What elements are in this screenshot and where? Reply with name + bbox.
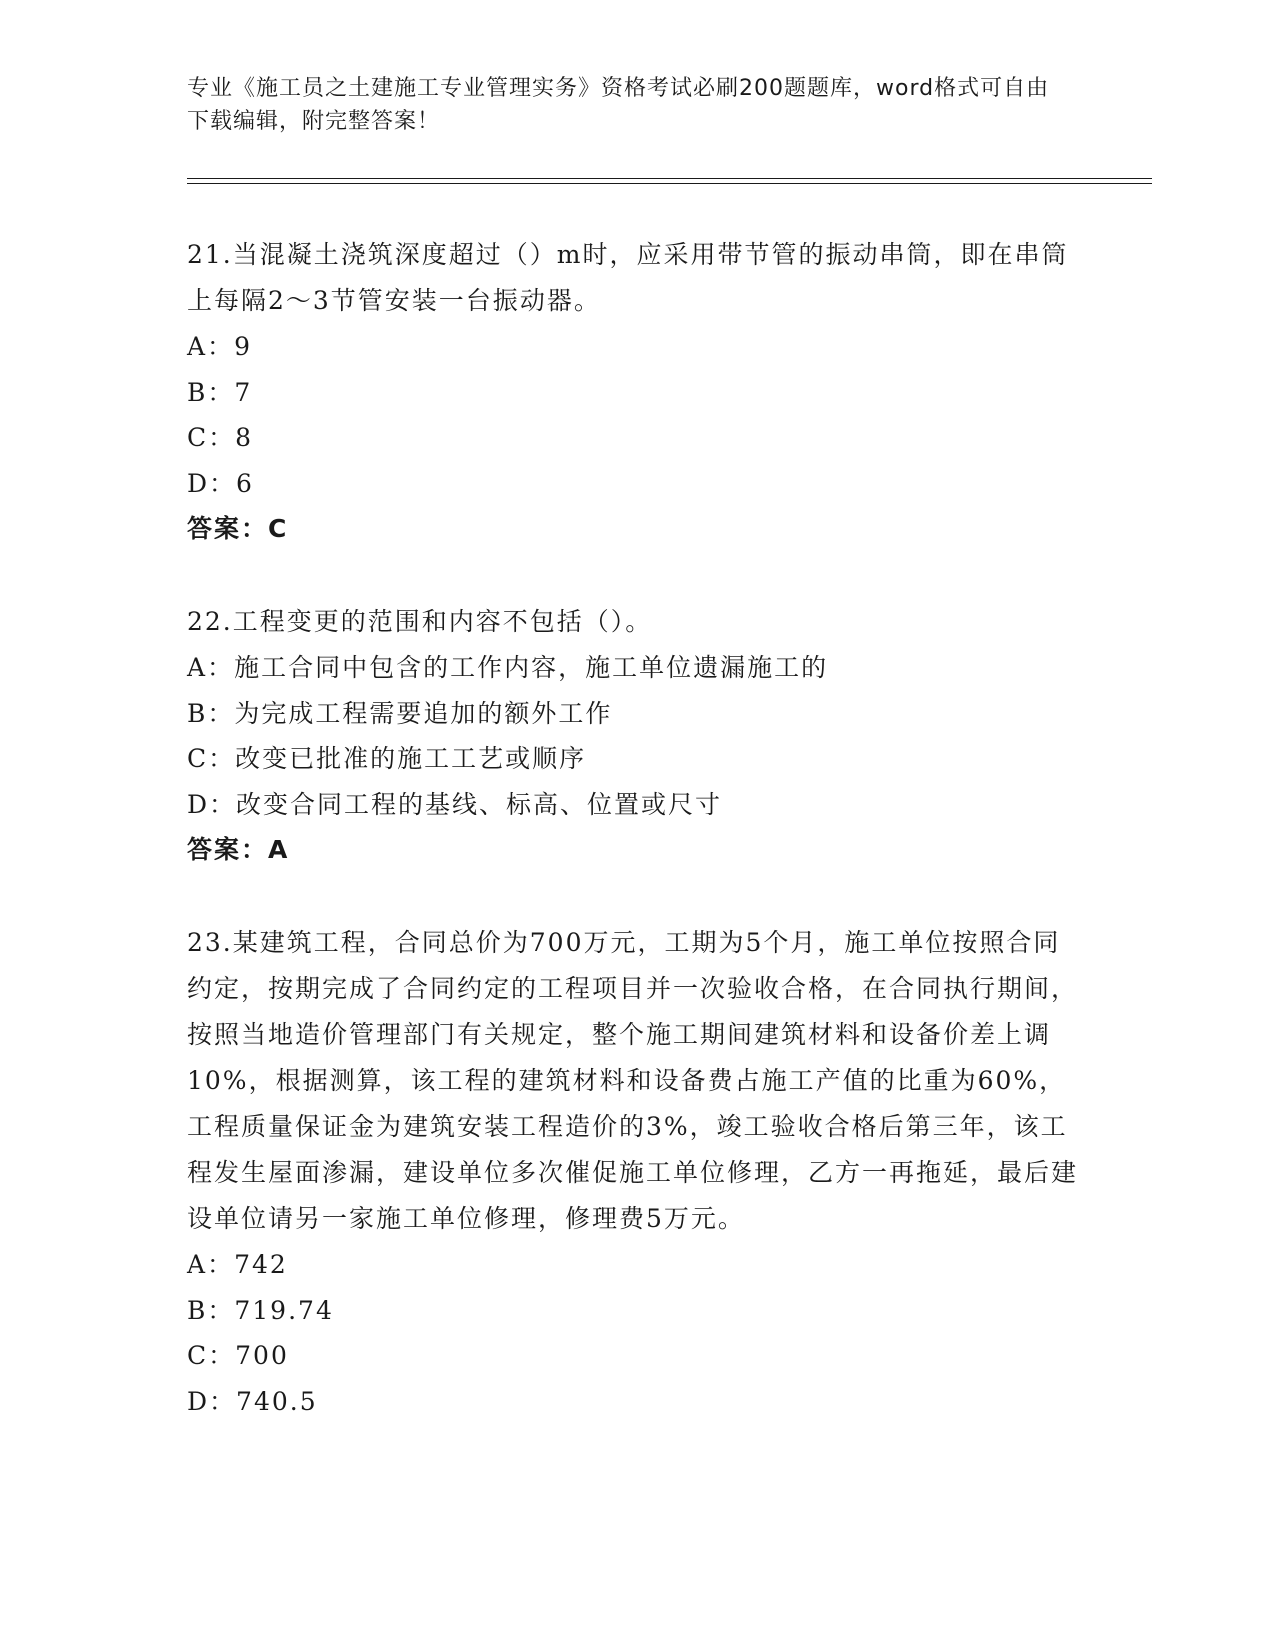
option-text: 改变已批准的施工工艺或顺序 bbox=[235, 744, 587, 773]
option-d bbox=[187, 461, 1087, 507]
option-d bbox=[187, 782, 1087, 828]
question-22 bbox=[187, 599, 1087, 872]
option-c bbox=[187, 736, 1087, 782]
option-c bbox=[187, 415, 1087, 461]
option-text: 8 bbox=[235, 423, 254, 452]
option-a bbox=[187, 1242, 1087, 1288]
option-key: B： bbox=[187, 377, 235, 407]
option-key: B： bbox=[187, 1295, 235, 1325]
option-a bbox=[187, 645, 1087, 691]
option-key: D： bbox=[187, 468, 237, 498]
option-text: 改变合同工程的基线、标高、位置或尺寸 bbox=[236, 789, 723, 819]
option-text: 施工合同中包含的工作内容，施工单位遗漏施工的 bbox=[234, 653, 829, 682]
option-text: 6 bbox=[236, 468, 254, 498]
option-b bbox=[187, 370, 1087, 416]
answer-line: 答案：C bbox=[187, 514, 289, 543]
question-list bbox=[187, 232, 1087, 1424]
question-stem: 22.工程变更的范围和内容不包括（）。 bbox=[187, 607, 653, 636]
header-divider-bottom bbox=[187, 183, 1152, 184]
option-d bbox=[187, 1379, 1087, 1425]
document-header: 专业《施工员之土建施工专业管理实务》资格考试必刷200题题库，word格式可自由下载编辑，附完整答案！ bbox=[187, 76, 1050, 134]
question-stem: 21.当混凝土浇筑深度超过（）m时，应采用带节管的振动串筒，即在串筒上每隔2～3节管安装一台振动器。 bbox=[187, 240, 1069, 315]
option-b bbox=[187, 1288, 1087, 1334]
option-text: 719.74 bbox=[234, 1295, 334, 1325]
option-c bbox=[187, 1333, 1087, 1379]
option-text: 为完成工程需要追加的额外工作 bbox=[234, 698, 613, 728]
option-key: A： bbox=[187, 1250, 235, 1279]
option-key: D： bbox=[187, 789, 237, 819]
option-key: C： bbox=[187, 744, 236, 773]
option-key: A： bbox=[187, 653, 235, 682]
header-divider-top bbox=[187, 178, 1152, 179]
option-text: 740.5 bbox=[236, 1386, 318, 1416]
option-key: C： bbox=[187, 1341, 236, 1370]
question-stem: 23.某建筑工程，合同总价为700万元，工期为5个月，施工单位按照合同约定，按期完成了合同约定的工程项目并一次验收合格，在合同执行期间，按照当地造价管理部门有关规定，整个施工期间建筑材料和设备价差上调10%，根据测算，该工程的建筑材料和设备费占施工产值的比重为60%，工程质量保证金为建筑安装工程造价的3%，竣工验收合格后第三年，该工程发生屋面渗漏，建设单位多次催促施工单位修理，乙方一再拖延，最后建设单位请另一家施工单位修理，修理费5万元。 bbox=[187, 928, 1079, 1233]
option-key: C： bbox=[187, 423, 236, 452]
question-21 bbox=[187, 232, 1087, 551]
question-23 bbox=[187, 920, 1087, 1424]
option-text: 700 bbox=[235, 1341, 289, 1370]
option-key: D： bbox=[187, 1386, 237, 1416]
option-text: 7 bbox=[234, 377, 253, 407]
option-text: 9 bbox=[234, 332, 252, 361]
option-key: A： bbox=[187, 332, 235, 361]
option-key: B： bbox=[187, 698, 235, 728]
option-a bbox=[187, 324, 1087, 370]
option-b bbox=[187, 691, 1087, 737]
option-text: 742 bbox=[234, 1250, 288, 1279]
answer-line: 答案：A bbox=[187, 835, 290, 864]
